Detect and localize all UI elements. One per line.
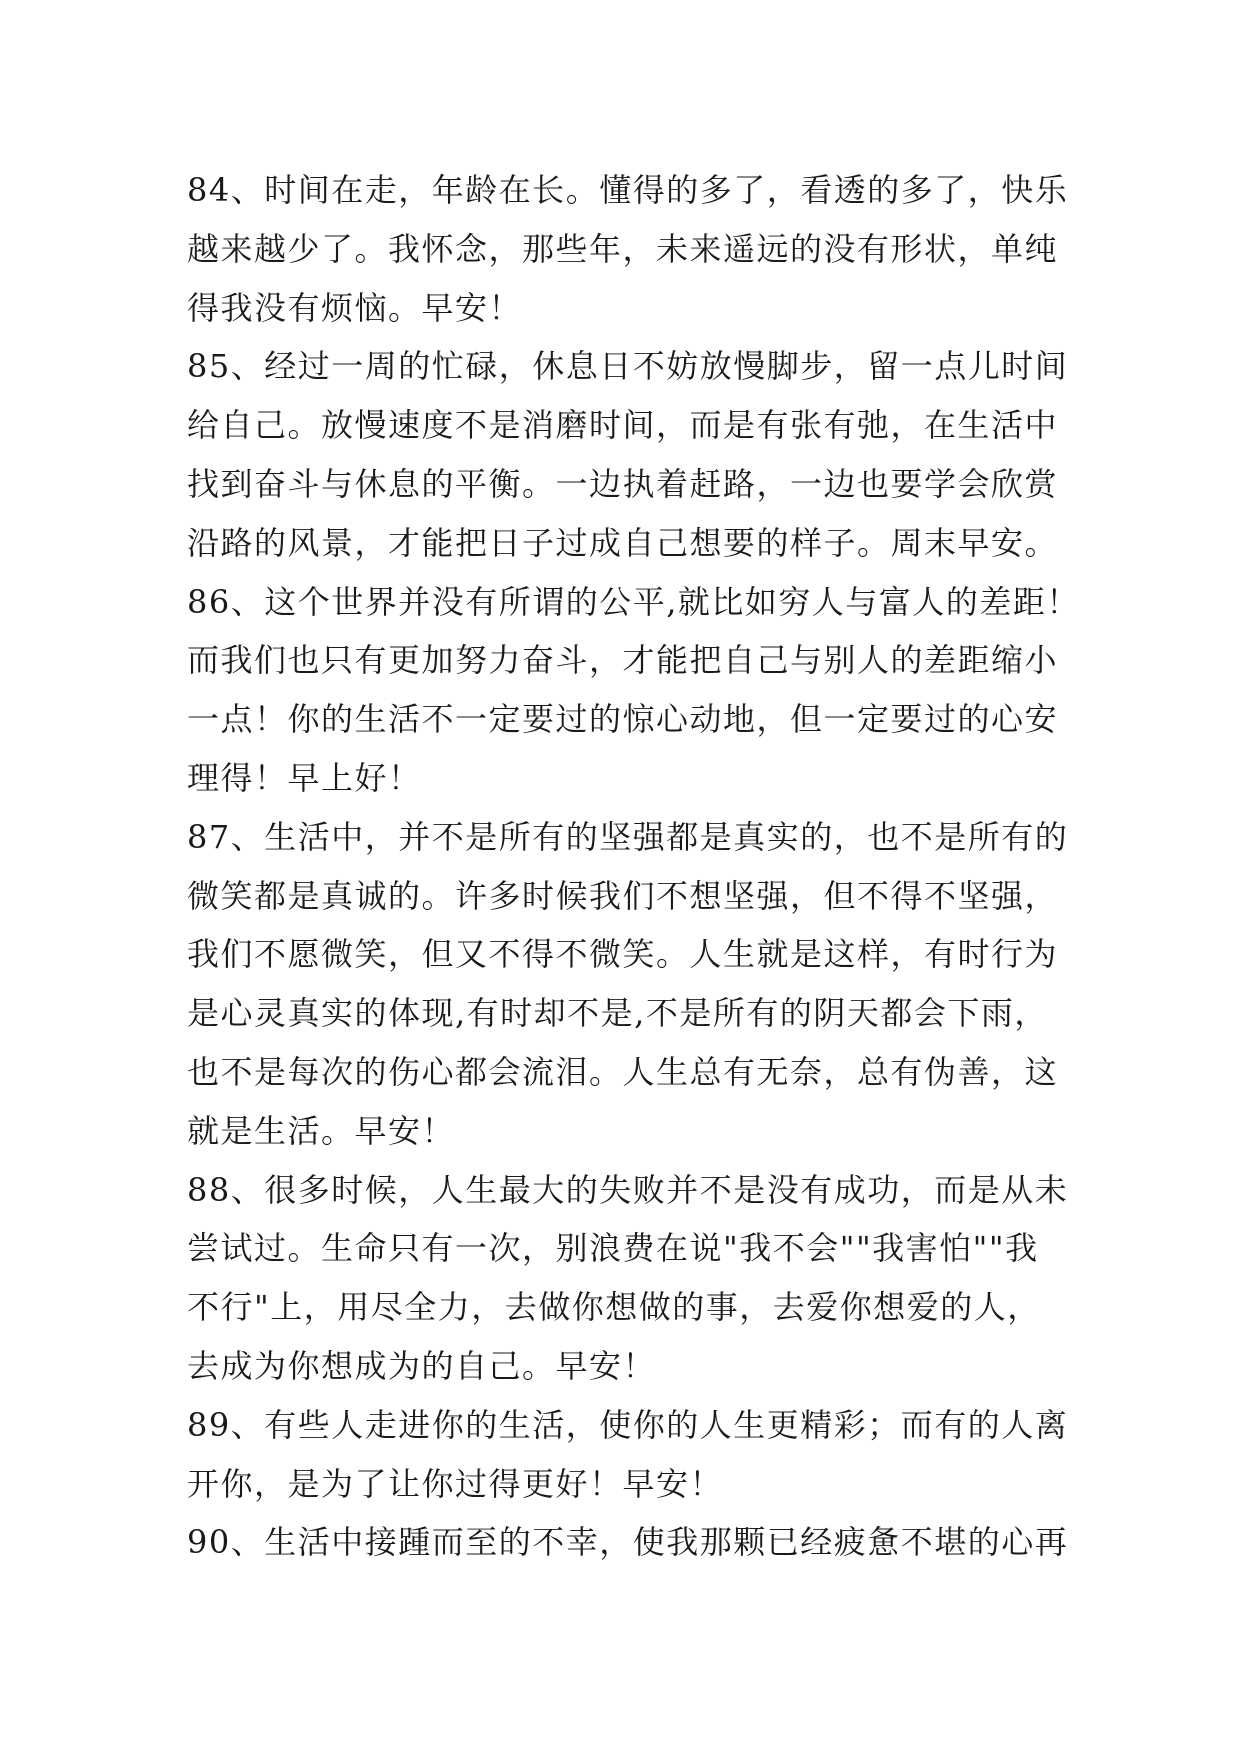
text-line: 给自己。放慢速度不是消磨时间，而是有张有弛，在生活中 [187, 406, 1059, 445]
text-line: 88、很多时候，人生最大的失败并不是没有成功，而是从未 [187, 1170, 1069, 1209]
text-line: 84、时间在走，年龄在长。懂得的多了，看透的多了，快乐 [187, 171, 1069, 209]
paragraph-86 [187, 573, 1080, 808]
text-line: 沿路的风景，才能把日子过成自己想要的样子。周末早安。 [187, 523, 1059, 562]
paragraph-88 [187, 1161, 1077, 1396]
text-line: 开你，是为了让你过得更好！早安！ [187, 1464, 724, 1503]
text-line: 90、生活中接踵而至的不幸，使我那颗已经疲惫不堪的心再 [187, 1523, 1069, 1562]
text-line: 86、这个世界并没有所谓的公平,就比如穷人与富人的差距！ [187, 582, 1080, 621]
paragraph-87 [187, 808, 1077, 1161]
paragraph-84 [187, 161, 1077, 337]
text-line: 尝试过。生命只有一次，别浪费在说"我不会""我害怕""我 [187, 1229, 1039, 1268]
paragraph-90 [187, 1513, 1077, 1572]
text-line: 得我没有烦恼。早安！ [187, 288, 523, 327]
text-line: 理得！早上好！ [187, 758, 422, 797]
text-line: 85、经过一周的忙碌，休息日不妨放慢脚步，留一点儿时间 [187, 347, 1069, 386]
text-line: 也不是每次的伤心都会流泪。人生总有无奈，总有伪善，这 [187, 1052, 1059, 1091]
text-line: 而我们也只有更加努力奋斗，才能把自己与别人的差距缩小 [187, 641, 1059, 680]
text-line: 越来越少了。我怀念，那些年，未来遥远的没有形状，单纯 [187, 229, 1059, 268]
paragraph-89 [187, 1396, 1077, 1514]
text-line: 去成为你想成为的自己。早安！ [187, 1346, 657, 1385]
text-line: 89、有些人走进你的生活，使你的人生更精彩；而有的人离 [187, 1405, 1069, 1444]
text-line: 87、生活中，并不是所有的坚强都是真实的，也不是所有的 [187, 817, 1069, 856]
document-body [187, 161, 1080, 1572]
text-line: 是心灵真实的体现,有时却不是,不是所有的阴天都会下雨， [187, 994, 1048, 1033]
paragraph-85 [187, 337, 1077, 572]
text-line: 就是生活。早安！ [187, 1111, 456, 1150]
text-line: 不行"上，用尽全力，去做你想做的事，去爱你想爱的人， [187, 1288, 1041, 1327]
text-line: 我们不愿微笑，但又不得不微笑。人生就是这样，有时行为 [187, 935, 1059, 974]
text-line: 微笑都是真诚的。许多时候我们不想坚强，但不得不坚强， [187, 876, 1059, 915]
text-line: 找到奋斗与休息的平衡。一边执着赶路，一边也要学会欣赏 [187, 464, 1059, 503]
text-line: 一点！你的生活不一定要过的惊心动地，但一定要过的心安 [187, 700, 1059, 739]
